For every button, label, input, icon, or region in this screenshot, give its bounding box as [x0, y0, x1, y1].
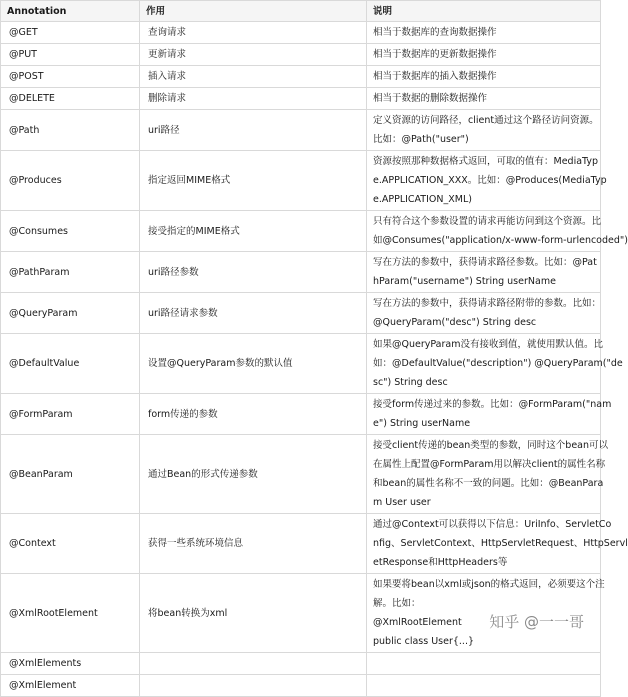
table-row [1, 252, 601, 293]
annotation-cell: @GET [1, 22, 140, 44]
purpose-cell: 更新请求 [140, 44, 367, 66]
purpose-cell: 指定返回MIME格式 [140, 151, 367, 211]
description-line: 相当于数据库的更新数据操作 [373, 49, 497, 60]
annotation-cell: @QueryParam [1, 293, 140, 334]
description-line: 只有符合这个参数设置的请求再能访问到这个资源。比 [373, 216, 602, 227]
table-row [1, 653, 601, 675]
description-line: hParam("username") String userName [373, 276, 556, 287]
purpose-cell: 接受指定的MIME格式 [140, 211, 367, 252]
header-description: 说明 [367, 1, 601, 22]
table-row [1, 675, 601, 697]
annotation-cell: @DefaultValue [1, 334, 140, 394]
table-row [1, 44, 601, 66]
description-line: nfig、ServletContext、HttpServletRequest、HttpServl [373, 538, 628, 549]
description-line: sc") String desc [373, 377, 448, 388]
table-body [1, 22, 628, 697]
purpose-cell: uri路径 [140, 110, 367, 151]
purpose-cell: uri路径请求参数 [140, 293, 367, 334]
description-line: 接受form传递过来的参数。比如：@FormParam("nam [373, 399, 612, 410]
description-cell [367, 211, 628, 252]
annotation-cell: @POST [1, 66, 140, 88]
description-cell [367, 151, 607, 211]
purpose-cell: 将bean转换为xml [140, 574, 367, 653]
annotation-cell: @BeanParam [1, 435, 140, 514]
description-line: 定义资源的访问路径，client通过这个路径访问资源。 [373, 115, 599, 126]
description-line: 如果@QueryParam没有接收到值，就使用默认值。比 [373, 339, 603, 350]
annotation-cell: @XmlRootElement [1, 574, 140, 653]
description-cell [367, 88, 601, 110]
annotation-cell: @PUT [1, 44, 140, 66]
description-cell [367, 110, 601, 151]
annotation-cell: @XmlElement [1, 675, 140, 697]
table-row [1, 334, 601, 394]
description-line: 通过@Context可以获得以下信息：UriInfo、ServletCo [373, 519, 612, 530]
description-cell [367, 66, 601, 88]
annotation-cell: @Path [1, 110, 140, 151]
purpose-cell [140, 675, 367, 697]
annotation-cell: @Consumes [1, 211, 140, 252]
description-cell [367, 334, 623, 394]
description-cell [367, 293, 601, 334]
annotation-cell: @Produces [1, 151, 140, 211]
description-line: 如@Consumes("application/x-www-form-urlencoded") [373, 235, 628, 246]
purpose-cell: 设置@QueryParam参数的默认值 [140, 334, 367, 394]
description-cell [367, 252, 601, 293]
purpose-cell: 查询请求 [140, 22, 367, 44]
description-cell [367, 44, 601, 66]
table-row [1, 435, 601, 514]
table-row [1, 293, 601, 334]
description-line: public class User{...} [373, 636, 475, 647]
description-line: 写在方法的参数中，获得请求路径参数。比如：@Pat [373, 257, 597, 268]
purpose-cell: 删除请求 [140, 88, 367, 110]
table-row [1, 88, 601, 110]
description-line: @XmlRootElement [373, 617, 462, 628]
annotation-cell: @PathParam [1, 252, 140, 293]
description-line: 解。比如： [373, 598, 421, 609]
description-cell [367, 675, 601, 697]
description-line: 如果要将bean以xml或json的格式返回，必须要这个注 [373, 579, 605, 590]
description-cell [367, 653, 601, 675]
annotation-cell: @XmlElements [1, 653, 140, 675]
description-line: 比如：@Path("user") [373, 134, 469, 145]
table-row [1, 22, 601, 44]
annotation-cell: @FormParam [1, 394, 140, 435]
description-cell [367, 435, 609, 514]
annotation-cell: @DELETE [1, 88, 140, 110]
description-line: @QueryParam("desc") String desc [373, 317, 537, 328]
description-cell [367, 394, 612, 435]
description-line: 如：@DefaultValue("description") @QueryParam("de [373, 358, 623, 369]
description-line: 接受client传递的bean类型的参数，同时这个bean可以 [373, 440, 609, 451]
description-line: 写在方法的参数中，获得请求路径附带的参数。比如： [373, 298, 602, 309]
purpose-cell [140, 653, 367, 675]
table-row [1, 211, 601, 252]
table-row [1, 394, 601, 435]
description-cell [367, 514, 628, 574]
description-line: 和bean的属性名称不一致的问题。比如：@BeanPara [373, 478, 604, 489]
header-purpose: 作用 [140, 1, 367, 22]
table-row [1, 110, 601, 151]
description-line: 相当于数据的删除数据操作 [373, 93, 488, 104]
header-annotation: Annotation [1, 1, 140, 22]
description-line: etResponse和HttpHeaders等 [373, 557, 508, 568]
table-row [1, 514, 601, 574]
purpose-cell: uri路径参数 [140, 252, 367, 293]
description-line: 相当于数据库的查询数据操作 [373, 27, 497, 38]
description-line: e") String userName [373, 418, 471, 429]
watermark: 知乎 @一一哥 [485, 609, 588, 634]
table-row [1, 151, 601, 211]
purpose-cell: 插入请求 [140, 66, 367, 88]
table-header-row [1, 1, 601, 22]
purpose-cell: 获得一些系统环境信息 [140, 514, 367, 574]
description-line: 在属性上配置@FormParam用以解决client的属性名称 [373, 459, 606, 470]
description-cell [367, 22, 601, 44]
description-line: 资源按照那种数据格式返回，可取的值有：MediaTyp [373, 156, 599, 167]
description-line: e.APPLICATION_XXX。比如：@Produces(MediaTyp [373, 175, 607, 186]
annotation-cell: @Context [1, 514, 140, 574]
description-line: 相当于数据库的插入数据操作 [373, 71, 497, 82]
description-line: e.APPLICATION_XML) [373, 194, 472, 205]
description-line: m User user [373, 497, 431, 508]
purpose-cell: 通过Bean的形式传递参数 [140, 435, 367, 514]
purpose-cell: form传递的参数 [140, 394, 367, 435]
table-row [1, 66, 601, 88]
